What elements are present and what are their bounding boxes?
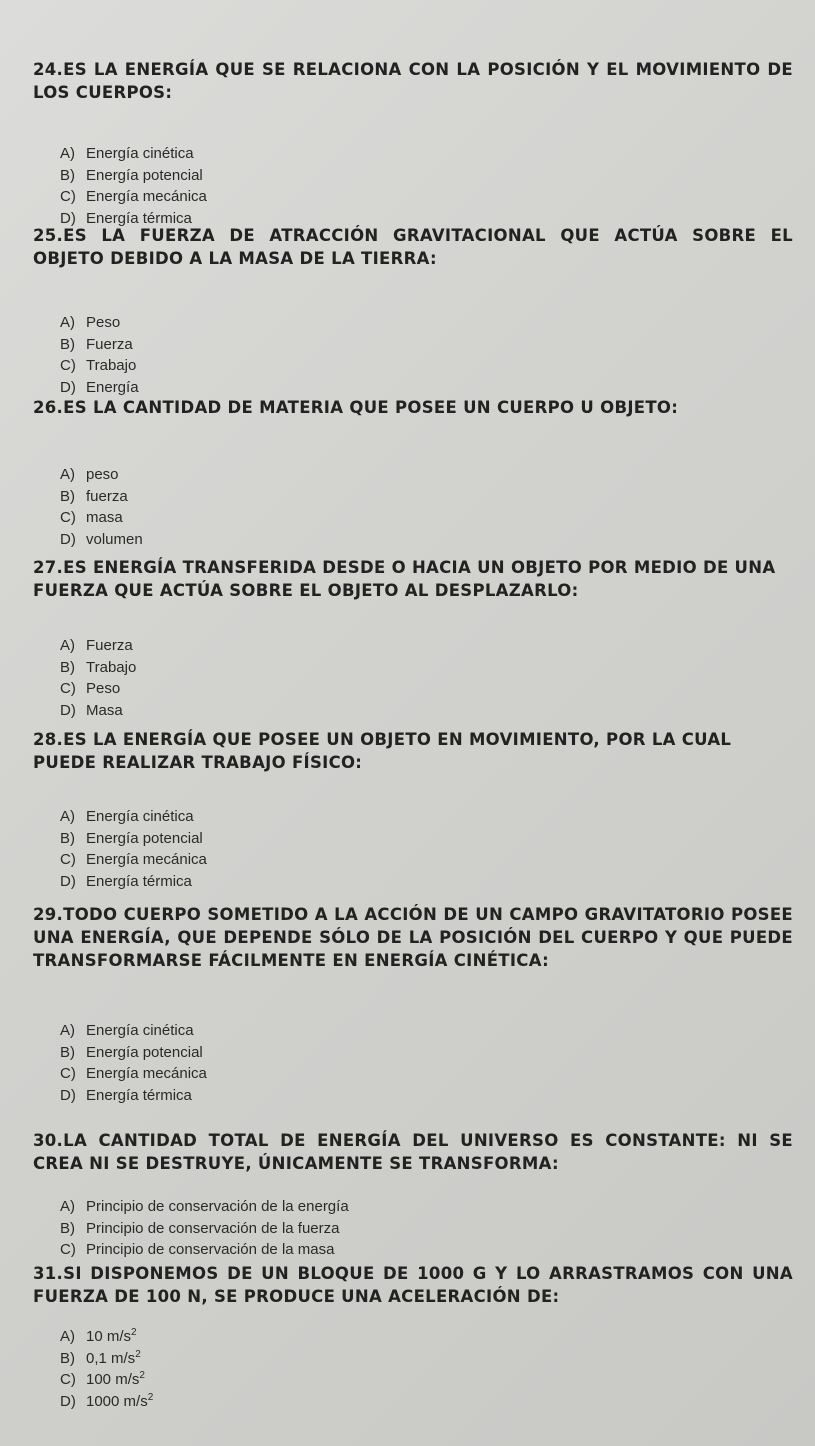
option-letter: A) — [60, 466, 75, 483]
option-text: Masa — [86, 701, 123, 719]
option-a[interactable] — [60, 1196, 349, 1218]
question-statement: TODO CUERPO SOMETIDO A LA ACCIÓN DE UN CAMPO GRAVITATORIO POSEE UNA ENERGÍA, QUE DEPENDE SÓLO DE LA POSICIÓN DEL CUERPO Y QUE PUEDE TRANSFORMARSE FÁCILMENTE EN ENERGÍA CINÉTICA: — [33, 905, 793, 970]
question-number: 27. — [33, 558, 64, 577]
option-letter: A) — [60, 1022, 75, 1039]
options-list — [60, 143, 207, 229]
option-b[interactable] — [60, 334, 139, 356]
option-a[interactable] — [60, 312, 139, 334]
option-c[interactable] — [60, 186, 207, 208]
option-a[interactable] — [60, 635, 136, 657]
option-text: peso — [86, 466, 119, 483]
question-text — [33, 1129, 793, 1175]
option-letter: B) — [60, 487, 75, 505]
option-c[interactable] — [60, 355, 139, 377]
option-b[interactable] — [60, 165, 207, 187]
option-text: Principio de conservación de la fuerza — [86, 1219, 340, 1237]
option-exponent: 2 — [147, 1391, 154, 1403]
options-list — [60, 806, 207, 892]
option-text: 100 m/s — [86, 1371, 140, 1388]
option-c[interactable] — [60, 507, 143, 529]
option-letter: D) — [60, 701, 76, 719]
option-letter: C) — [60, 509, 76, 526]
question-text — [33, 903, 793, 972]
option-b[interactable] — [60, 1042, 207, 1064]
option-letter: A) — [60, 808, 75, 825]
question-number: 31. — [33, 1264, 64, 1283]
option-b[interactable] — [60, 1348, 153, 1370]
option-b[interactable] — [60, 828, 207, 850]
options-list — [60, 1020, 207, 1106]
option-a[interactable] — [60, 1326, 153, 1348]
question-text — [33, 396, 793, 419]
option-c[interactable] — [60, 1239, 349, 1261]
options-list — [60, 312, 139, 398]
option-b[interactable] — [60, 657, 136, 679]
option-text: Energía mecánica — [86, 1065, 207, 1082]
option-letter: D) — [60, 209, 76, 227]
option-text: Energía — [86, 378, 139, 396]
option-text: Energía mecánica — [86, 188, 207, 205]
question-number: 30. — [33, 1131, 64, 1150]
option-a[interactable] — [60, 464, 143, 486]
option-d[interactable] — [60, 871, 207, 893]
option-text: 10 m/s — [86, 1328, 132, 1345]
option-text: Trabajo — [86, 658, 137, 676]
option-exponent: 2 — [139, 1370, 145, 1381]
option-letter: C) — [60, 357, 76, 374]
option-a[interactable] — [60, 806, 207, 828]
option-letter: C) — [60, 1371, 76, 1388]
option-text: 1000 m/s — [86, 1392, 148, 1410]
option-letter: C) — [60, 1241, 76, 1258]
option-text: Energía mecánica — [86, 851, 207, 868]
option-text: Energía térmica — [86, 1086, 192, 1104]
option-c[interactable] — [60, 849, 207, 871]
question-number: 24. — [33, 60, 64, 79]
option-letter: A) — [60, 1198, 75, 1215]
option-text: Fuerza — [86, 637, 133, 654]
option-a[interactable] — [60, 143, 207, 165]
options-list — [60, 464, 143, 550]
option-text: Energía térmica — [86, 872, 192, 890]
option-letter: D) — [60, 530, 76, 548]
option-letter: A) — [60, 145, 75, 162]
question-text — [33, 556, 793, 602]
options-list — [60, 1196, 349, 1261]
option-c[interactable] — [60, 1369, 153, 1391]
question-statement: LA CANTIDAD TOTAL DE ENERGÍA DEL UNIVERSO ES CONSTANTE: NI SE CREA NI SE DESTRUYE, ÚNICAMENTE SE TRANSFORMA: — [33, 1131, 793, 1173]
option-letter: B) — [60, 1043, 75, 1061]
option-text: Energía cinética — [86, 1022, 194, 1039]
option-letter: B) — [60, 335, 75, 353]
question-number: 28. — [33, 730, 64, 749]
option-text: Principio de conservación de la masa — [86, 1241, 335, 1258]
option-text: Energía potencial — [86, 166, 203, 184]
option-text: masa — [86, 509, 123, 526]
option-letter: A) — [60, 1328, 75, 1345]
question-text — [33, 224, 793, 270]
question-statement: ES LA FUERZA DE ATRACCIÓN GRAVITACIONAL QUE ACTÚA SOBRE EL OBJETO DEBIDO A LA MASA DE LA TIERRA: — [33, 226, 793, 268]
option-letter: D) — [60, 872, 76, 890]
option-letter: B) — [60, 1219, 75, 1237]
question-number: 29. — [33, 905, 64, 924]
option-d[interactable] — [60, 529, 143, 551]
option-text: Fuerza — [86, 335, 133, 353]
option-d[interactable] — [60, 377, 139, 399]
option-c[interactable] — [60, 678, 136, 700]
option-letter: A) — [60, 314, 75, 331]
option-text: 0,1 m/s — [86, 1349, 136, 1367]
option-letter: C) — [60, 188, 76, 205]
options-list — [60, 635, 136, 721]
option-letter: D) — [60, 1086, 76, 1104]
option-text: Peso — [86, 680, 121, 697]
option-letter: B) — [60, 829, 75, 847]
question-statement: ES LA ENERGÍA QUE SE RELACIONA CON LA POSICIÓN Y EL MOVIMIENTO DE LOS CUERPOS: — [33, 60, 793, 102]
option-letter: A) — [60, 637, 75, 654]
option-letter: D) — [60, 378, 76, 396]
question-statement: ES ENERGÍA TRANSFERIDA DESDE O HACIA UN OBJETO POR MEDIO DE UNA FUERZA QUE ACTÚA SOBRE EL OBJETO AL DESPLAZARLO: — [33, 558, 776, 600]
question-text — [33, 728, 793, 774]
question-text — [33, 1262, 793, 1308]
question-text — [33, 58, 793, 104]
option-letter: B) — [60, 166, 75, 184]
option-text: fuerza — [86, 487, 128, 505]
question-number: 25. — [33, 226, 64, 245]
option-letter: C) — [60, 1065, 76, 1082]
option-letter: D) — [60, 1392, 76, 1410]
option-exponent: 2 — [135, 1348, 141, 1360]
option-text: Energía potencial — [86, 829, 203, 847]
option-b[interactable] — [60, 486, 143, 508]
option-text: Principio de conservación de la energía — [86, 1198, 349, 1215]
question-number: 26. — [33, 398, 64, 417]
option-text: Energía cinética — [86, 808, 194, 825]
option-d[interactable] — [60, 1391, 153, 1413]
option-text: Trabajo — [86, 357, 137, 374]
option-letter: C) — [60, 680, 76, 697]
option-d[interactable] — [60, 1085, 207, 1107]
option-text: Peso — [86, 314, 121, 331]
option-text: Energía térmica — [86, 209, 192, 227]
option-text: volumen — [86, 530, 143, 548]
question-statement: ES LA ENERGÍA QUE POSEE UN OBJETO EN MOVIMIENTO, POR LA CUAL PUEDE REALIZAR TRABAJO FÍSICO: — [33, 730, 732, 772]
option-letter: B) — [60, 658, 75, 676]
option-c[interactable] — [60, 1063, 207, 1085]
option-a[interactable] — [60, 1020, 207, 1042]
question-statement: ES LA CANTIDAD DE MATERIA QUE POSEE UN CUERPO U OBJETO: — [63, 398, 679, 417]
option-b[interactable] — [60, 1218, 349, 1240]
option-text: Energía cinética — [86, 145, 194, 162]
options-list — [60, 1326, 153, 1412]
option-letter: B) — [60, 1349, 75, 1367]
question-statement: SI DISPONEMOS DE UN BLOQUE DE 1000 G Y LO ARRASTRAMOS CON UNA FUERZA DE 100 N, SE PRODUCE UNA ACELERACIÓN DE: — [33, 1264, 793, 1306]
option-d[interactable] — [60, 700, 136, 722]
option-text: Energía potencial — [86, 1043, 203, 1061]
option-exponent: 2 — [131, 1327, 137, 1338]
option-letter: C) — [60, 851, 76, 868]
